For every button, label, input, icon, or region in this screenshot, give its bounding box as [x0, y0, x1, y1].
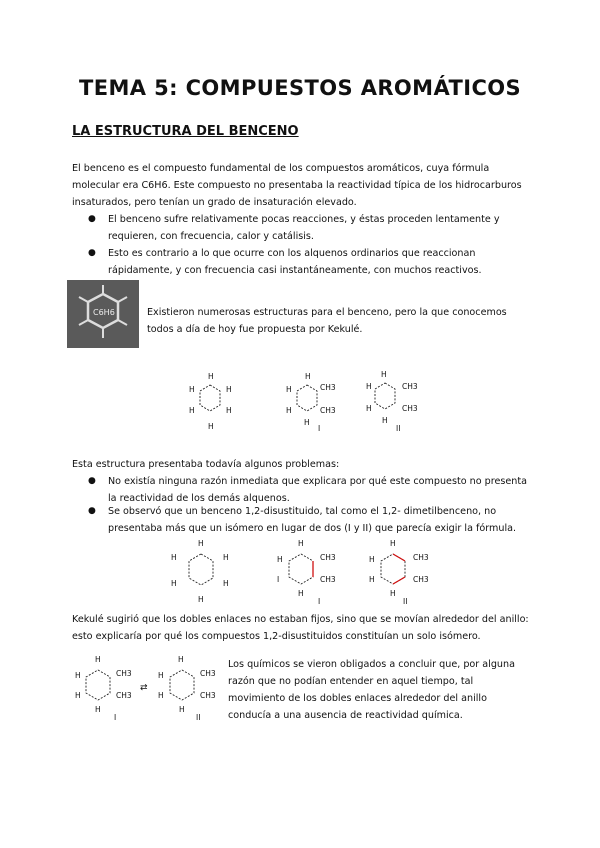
svg-text:H: H: [208, 422, 214, 431]
isomer-ii-structure: [369, 539, 429, 606]
svg-text:H: H: [382, 416, 388, 425]
page-title: TEMA 5: COMPUESTOS AROMÁTICOS: [78, 76, 522, 100]
bullet-icon: ●: [88, 248, 96, 258]
svg-text:CH3: CH3: [413, 575, 429, 584]
resonance-structures: [70, 652, 230, 724]
svg-text:H: H: [171, 553, 177, 562]
benzene-model-photo: [67, 280, 139, 348]
svg-text:H: H: [286, 406, 292, 415]
list-item: ● El benceno sufre relativamente pocas reacciones, y éstas proceden lentamente y requieren, con frecuencia, calor y catálisis.: [88, 211, 533, 245]
svg-text:H: H: [75, 691, 81, 700]
svg-text:H: H: [369, 555, 375, 564]
svg-text:I: I: [277, 575, 280, 584]
bullet-icon: ●: [88, 214, 96, 224]
problems-intro: Esta estructura presentaba todavía algunos problemas:: [72, 459, 340, 470]
svg-text:H: H: [390, 589, 396, 598]
svg-text:H: H: [198, 595, 204, 604]
kekule-structures: [180, 365, 440, 435]
bullet-icon: ●: [88, 476, 96, 486]
isomer-ii-structure: [366, 370, 418, 433]
svg-text:II: II: [196, 713, 201, 722]
svg-text:CH3: CH3: [413, 553, 429, 562]
svg-text:CH3: CH3: [402, 382, 418, 391]
svg-text:H: H: [381, 370, 387, 379]
svg-text:C6H6: C6H6: [93, 308, 115, 317]
svg-text:H: H: [298, 539, 304, 548]
kekule-paragraph: Existieron numerosas estructuras para el benceno, pero la que conocemos todos a día de hoy fue propuesta por Kekulé.: [147, 307, 507, 335]
svg-text:H: H: [226, 406, 232, 415]
svg-text:H: H: [390, 539, 396, 548]
svg-text:H: H: [366, 404, 372, 413]
isomer-ii-structure: [158, 655, 216, 722]
list-item: ● Se observó que un benceno 1,2-disustituido, tal como el 1,2- dimetilbenceno, no presentaba más que un isómero en lugar de dos (I y II) que parecía exigir la fórmula.: [88, 503, 533, 537]
intro-paragraph: El benceno es el compuesto fundamental de los compuestos aromáticos, cuya fórmula molecular era C6H6. Este compuesto no presentaba la reactividad típica de los hidrocarburos insaturados, pero tenían un grado de insaturación elevado.: [72, 163, 522, 208]
bullet-icon: ●: [88, 506, 96, 516]
svg-text:H: H: [179, 705, 185, 714]
benzene-structure: [189, 372, 232, 431]
svg-text:I: I: [318, 424, 321, 433]
benzene-structure: [171, 539, 229, 604]
svg-text:I: I: [318, 597, 321, 606]
svg-text:H: H: [208, 372, 214, 381]
svg-text:II: II: [396, 424, 401, 433]
conclusion-paragraph: Los químicos se vieron obligados a concluir que, por alguna razón que no podían entender en aquel tiempo, tal movimiento de los dobles enlaces alrededor del anillo conducía a una ausencia de reactividad química.: [228, 659, 515, 721]
svg-text:H: H: [171, 579, 177, 588]
svg-text:CH3: CH3: [320, 553, 336, 562]
svg-text:H: H: [198, 539, 204, 548]
svg-text:H: H: [366, 382, 372, 391]
svg-text:H: H: [226, 385, 232, 394]
svg-text:H: H: [304, 418, 310, 427]
svg-text:H: H: [75, 671, 81, 680]
svg-text:CH3: CH3: [320, 575, 336, 584]
kekule-suggestion: Kekulé sugirió que los dobles enlaces no estaban fijos, sino que se movían alrededor del anillo: esto explicaría por qué los compuestos 1,2-disustituidos constituían un solo isómero.: [72, 614, 529, 642]
svg-text:CH3: CH3: [200, 691, 216, 700]
svg-text:H: H: [369, 575, 375, 584]
svg-text:H: H: [298, 589, 304, 598]
svg-text:H: H: [305, 372, 311, 381]
svg-text:H: H: [223, 553, 229, 562]
svg-text:H: H: [286, 385, 292, 394]
svg-text:H: H: [277, 555, 283, 564]
svg-text:I: I: [114, 713, 117, 722]
svg-text:CH3: CH3: [116, 669, 132, 678]
list-item: ● No existía ninguna razón inmediata que explicara por qué este compuesto no presenta la reactividad de los demás alquenos.: [88, 473, 533, 507]
svg-text:H: H: [158, 671, 164, 680]
list-item: ● Esto es contrario a lo que ocurre con los alquenos ordinarios que reaccionan rápidamente, y con frecuencia casi instantáneamente, con muchos reactivos.: [88, 245, 533, 279]
svg-text:H: H: [95, 705, 101, 714]
svg-text:H: H: [95, 655, 101, 664]
svg-text:II: II: [403, 597, 408, 606]
svg-text:CH3: CH3: [116, 691, 132, 700]
resonance-arrow-icon: ⇄: [140, 683, 148, 693]
svg-text:H: H: [189, 385, 195, 394]
svg-text:H: H: [189, 406, 195, 415]
svg-text:CH3: CH3: [402, 404, 418, 413]
isomer-structures: [165, 536, 450, 608]
isomer-i-structure: [75, 655, 132, 722]
svg-text:CH3: CH3: [320, 383, 336, 392]
svg-text:CH3: CH3: [200, 669, 216, 678]
svg-text:H: H: [158, 691, 164, 700]
svg-text:H: H: [223, 579, 229, 588]
section-heading: LA ESTRUCTURA DEL BENCENO: [72, 124, 299, 139]
svg-text:CH3: CH3: [320, 406, 336, 415]
isomer-i-structure: [277, 539, 336, 606]
svg-text:H: H: [178, 655, 184, 664]
isomer-i-structure: [286, 372, 336, 433]
